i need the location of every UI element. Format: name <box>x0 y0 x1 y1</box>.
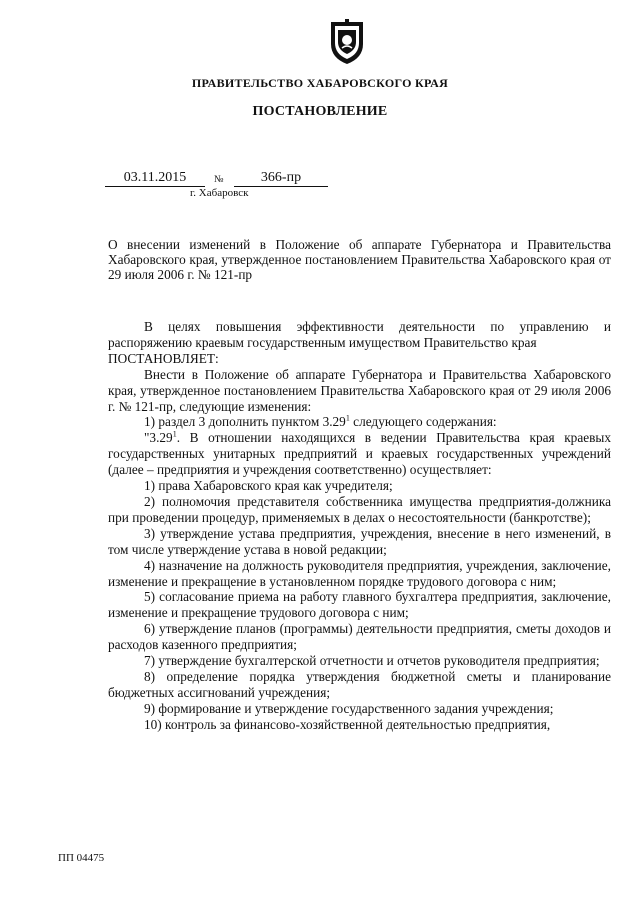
amend-intro-paragraph: Внести в Положение об аппарате Губернатора и Правительства Хабаровского края, утвержденное постановлением Правительства Хабаровского края от 29 июля 2006 г. № 121-пр, следующие изменения: <box>108 366 611 414</box>
intro-paragraph: В целях повышения эффективности деятельности по управлению и распоряжению краевым государственным имуществом Правительство края <box>108 319 611 350</box>
coat-of-arms-icon <box>327 18 367 66</box>
subject-heading: О внесении изменений в Положение об аппарате Губернатора и Правительства Хабаровского края, утвержденное постановлением Правительства Хабаровского края от 29 июля 2006 г. № 121-пр <box>108 237 611 282</box>
list-item: 9) формирование и утверждение государственного задания учреждения; <box>144 700 554 716</box>
list-item: 7) утверждение бухгалтерской отчетности и отчетов руководителя предприятия; <box>144 653 600 669</box>
document-type: ПОСТАНОВЛЕНИЕ <box>252 104 388 119</box>
government-title: ПРАВИТЕЛЬСТВО ХАБАРОВСКОГО КРАЯ <box>191 76 449 90</box>
list-item: 8) определение порядка утверждения бюджетной сметы и планирование бюджетных ассигнований учреждения; <box>108 668 611 700</box>
list-item: 3) утверждение устава предприятия, учреждения, внесение в него изменений, в том числе утверждение устава в новой редакции; <box>108 525 611 557</box>
date-value: 03.11.2015 <box>105 170 205 187</box>
clause-329-paragraph <box>108 430 611 478</box>
list-item: 4) назначение на должность руководителя предприятия, учреждения, заключение, изменение и прекращение в установленном порядке трудового договора с ним; <box>108 557 611 589</box>
clause-329-superscript: 1 <box>172 429 177 439</box>
list-item: 5) согласование приема на работу главного бухгалтера предприятия, заключение, изменение и прекращение трудового договора с ним; <box>108 589 611 621</box>
date-field <box>105 170 205 187</box>
item-1-text: 1) раздел 3 дополнить пунктом 3.29 <box>144 414 346 430</box>
list-item: 6) утверждение планов (программы) деятельности предприятия, сметы доходов и расходов казенного предприятия; <box>108 621 611 653</box>
list-item: 2) полномочия представителя собственника имущества предприятия-должника при проведении процедур, применяемых в делах о несостоятельности (банкротстве); <box>108 493 611 525</box>
item-1-superscript: 1 <box>345 414 350 424</box>
number-field <box>234 170 328 187</box>
resolves-line: ПОСТАНОВЛЯЕТ: <box>108 350 219 366</box>
city-label: г. Хабаровск <box>190 187 249 199</box>
document-body <box>108 319 611 733</box>
footer-code: ПП 04475 <box>58 852 105 864</box>
list-item: 1) права Хабаровского края как учредителя; <box>144 478 393 494</box>
item-1-paragraph <box>108 414 611 430</box>
clause-329-text: . В отношении находящихся в ведении Правительства края краевых государственных унитарных предприятий и краевых государственных учреждений (далее – предприятия и учреждения соответственно) осуществляет: <box>108 430 611 478</box>
number-sign: № <box>214 174 224 185</box>
item-1-tail: следующего содержания: <box>349 414 497 430</box>
number-value: 366-пр <box>234 170 328 187</box>
list-item: 10) контроль за финансово-хозяйственной деятельностью предприятия, <box>144 716 551 732</box>
clause-329-number: "3.29 <box>144 430 173 446</box>
